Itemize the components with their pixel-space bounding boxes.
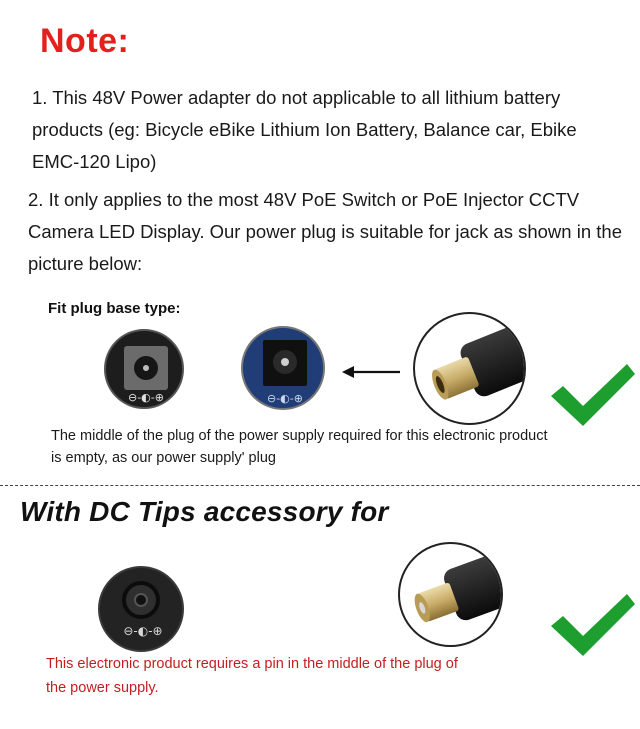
dc-socket-icon bbox=[104, 329, 184, 409]
checkmark-icon bbox=[549, 592, 637, 658]
note-title: Note: bbox=[40, 22, 130, 60]
fit-plug-label: Fit plug base type: bbox=[48, 300, 181, 317]
arrow-left-icon bbox=[342, 365, 400, 379]
dc-socket-icon bbox=[241, 326, 325, 410]
fit-caption: The middle of the plug of the power supply required for this electronic product is empty, as our power supply' plug bbox=[51, 428, 548, 466]
dc-socket-icon bbox=[98, 566, 184, 652]
tips-title: With DC Tips accessory for bbox=[20, 496, 389, 527]
polarity-symbol: ⊖-◐-⊕ bbox=[123, 624, 163, 638]
dc-plug-icon bbox=[413, 312, 526, 425]
dc-plug-icon bbox=[398, 542, 503, 647]
checkmark-icon bbox=[549, 362, 637, 428]
polarity-symbol: ⊖-◐-⊕ bbox=[267, 392, 303, 405]
note-point-1: 1. This 48V Power adapter do not applicable to all lithium battery products (eg: Bicycle eBike Lithium Ion Battery, Balance car, Ebike EMC-120 Lipo) bbox=[32, 87, 577, 172]
polarity-symbol: ⊖-◐-⊕ bbox=[128, 391, 164, 404]
section-divider bbox=[0, 485, 640, 486]
note-point-2: 2. It only applies to the most 48V PoE Switch or PoE Injector CCTV Camera LED Display. Our power plug is suitable for jack as shown in the picture below: bbox=[28, 189, 622, 274]
tips-caption: This electronic product requires a pin in the middle of the plug of the power supply. bbox=[46, 656, 458, 696]
